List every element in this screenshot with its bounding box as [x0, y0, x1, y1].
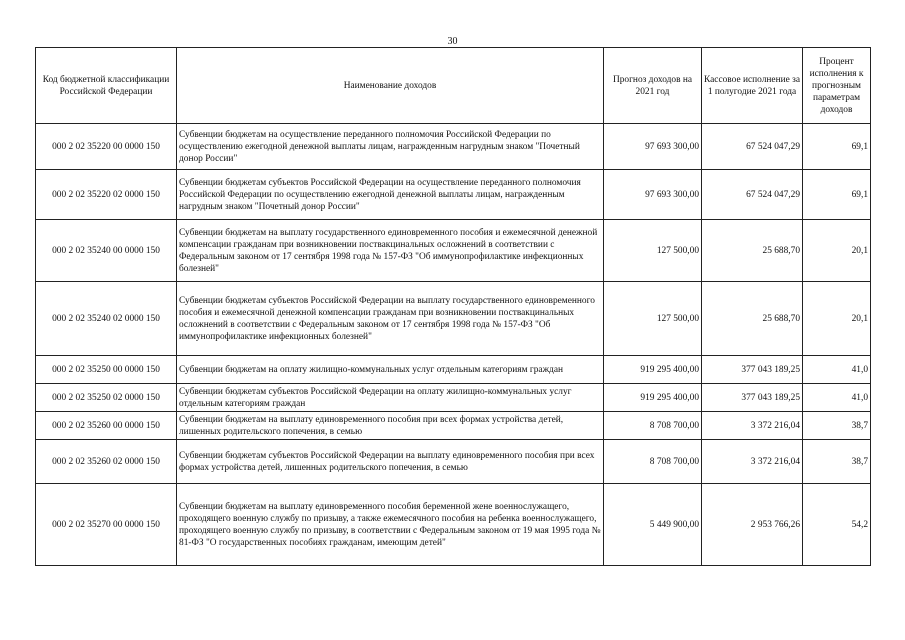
table-row: [36, 412, 871, 440]
row-percent: 69,1: [803, 124, 871, 170]
row-code: 000 2 02 35260 00 0000 150: [36, 412, 177, 440]
row-forecast: 97 693 300,00: [604, 170, 702, 220]
row-code: 000 2 02 35220 02 0000 150: [36, 170, 177, 220]
row-code: 000 2 02 35250 00 0000 150: [36, 356, 177, 384]
row-name: Субвенции бюджетам субъектов Российской Федерации на осуществление переданного полномочия Российской Федерации по осуществлению ежегодной денежной выплаты лицам, награжденным нагрудным знаком "Почетный донор России": [177, 170, 604, 220]
row-name: Субвенции бюджетам на выплату единовременного пособия беременной жене военнослужащего, проходящего военную службу по призыву, а также ежемесячного пособия на ребенка военнослужащего, проходящего военную службу по призыву, в соответствии с Федеральным законом от 19 мая 1995 года № 81-ФЗ "О государственных пособиях гражданам, имеющим детей": [177, 484, 604, 566]
table-header-row: [36, 48, 871, 124]
row-forecast: 5 449 900,00: [604, 484, 702, 566]
row-forecast: 127 500,00: [604, 220, 702, 282]
row-cash: 2 953 766,26: [702, 484, 803, 566]
row-code: 000 2 02 35250 02 0000 150: [36, 384, 177, 412]
row-cash: 377 043 189,25: [702, 384, 803, 412]
row-forecast: 97 693 300,00: [604, 124, 702, 170]
row-percent: 38,7: [803, 412, 871, 440]
row-forecast: 8 708 700,00: [604, 412, 702, 440]
row-name: Субвенции бюджетам на осуществление переданного полномочия Российской Федерации по осуществлению ежегодной денежной выплаты лицам, награжденным нагрудным знаком "Почетный донор России": [177, 124, 604, 170]
table-row: [36, 220, 871, 282]
row-cash: 377 043 189,25: [702, 356, 803, 384]
row-percent: 20,1: [803, 220, 871, 282]
header-percent: Процент исполнения к прогнозным параметрам доходов: [803, 48, 871, 124]
row-cash: 25 688,70: [702, 220, 803, 282]
row-forecast: 8 708 700,00: [604, 440, 702, 484]
row-name: Субвенции бюджетам на выплату государственного единовременного пособия и ежемесячной денежной компенсации гражданам при возникновении поствакцинальных осложнений в соответствии с Федеральным законом от 17 сентября 1998 года № 157-ФЗ "Об иммунопрофилактике инфекционных болезней": [177, 220, 604, 282]
table-row: [36, 282, 871, 356]
row-name: Субвенции бюджетам субъектов Российской Федерации на оплату жилищно-коммунальных услуг отдельным категориям граждан: [177, 384, 604, 412]
row-cash: 3 372 216,04: [702, 412, 803, 440]
row-cash: 67 524 047,29: [702, 124, 803, 170]
row-code: 000 2 02 35240 02 0000 150: [36, 282, 177, 356]
table-row: [36, 356, 871, 384]
table-row: [36, 384, 871, 412]
row-percent: 20,1: [803, 282, 871, 356]
row-percent: 38,7: [803, 440, 871, 484]
header-code: Код бюджетной классификации Российской Федерации: [36, 48, 177, 124]
header-name: Наименование доходов: [177, 48, 604, 124]
row-percent: 41,0: [803, 384, 871, 412]
budget-revenue-table: [35, 47, 871, 566]
row-forecast: 919 295 400,00: [604, 356, 702, 384]
row-code: 000 2 02 35260 02 0000 150: [36, 440, 177, 484]
row-forecast: 919 295 400,00: [604, 384, 702, 412]
row-cash: 3 372 216,04: [702, 440, 803, 484]
row-name: Субвенции бюджетам на выплату единовременного пособия при всех формах устройства детей, лишенных родительского попечения, в семью: [177, 412, 604, 440]
row-percent: 41,0: [803, 356, 871, 384]
row-code: 000 2 02 35270 00 0000 150: [36, 484, 177, 566]
row-forecast: 127 500,00: [604, 282, 702, 356]
table-row: [36, 484, 871, 566]
header-forecast: Прогноз доходов на 2021 год: [604, 48, 702, 124]
row-cash: 67 524 047,29: [702, 170, 803, 220]
row-percent: 54,2: [803, 484, 871, 566]
row-name: Субвенции бюджетам на оплату жилищно-коммунальных услуг отдельным категориям граждан: [177, 356, 604, 384]
row-cash: 25 688,70: [702, 282, 803, 356]
row-code: 000 2 02 35220 00 0000 150: [36, 124, 177, 170]
page-number: 30: [447, 36, 458, 47]
table-row: [36, 170, 871, 220]
table-row: [36, 440, 871, 484]
row-name: Субвенции бюджетам субъектов Российской Федерации на выплату единовременного пособия при всех формах устройства детей, лишенных родительского попечения, в семью: [177, 440, 604, 484]
row-percent: 69,1: [803, 170, 871, 220]
table-row: [36, 124, 871, 170]
row-code: 000 2 02 35240 00 0000 150: [36, 220, 177, 282]
row-name: Субвенции бюджетам субъектов Российской Федерации на выплату государственного единовременного пособия и ежемесячной денежной компенсации гражданам при возникновении поствакцинальных осложнений в соответствии с Федеральным законом от 17 сентября 1998 года № 157-ФЗ "Об иммунопрофилактике инфекционных болезней": [177, 282, 604, 356]
header-cash: Кассовое исполнение за 1 полугодие 2021 года: [702, 48, 803, 124]
